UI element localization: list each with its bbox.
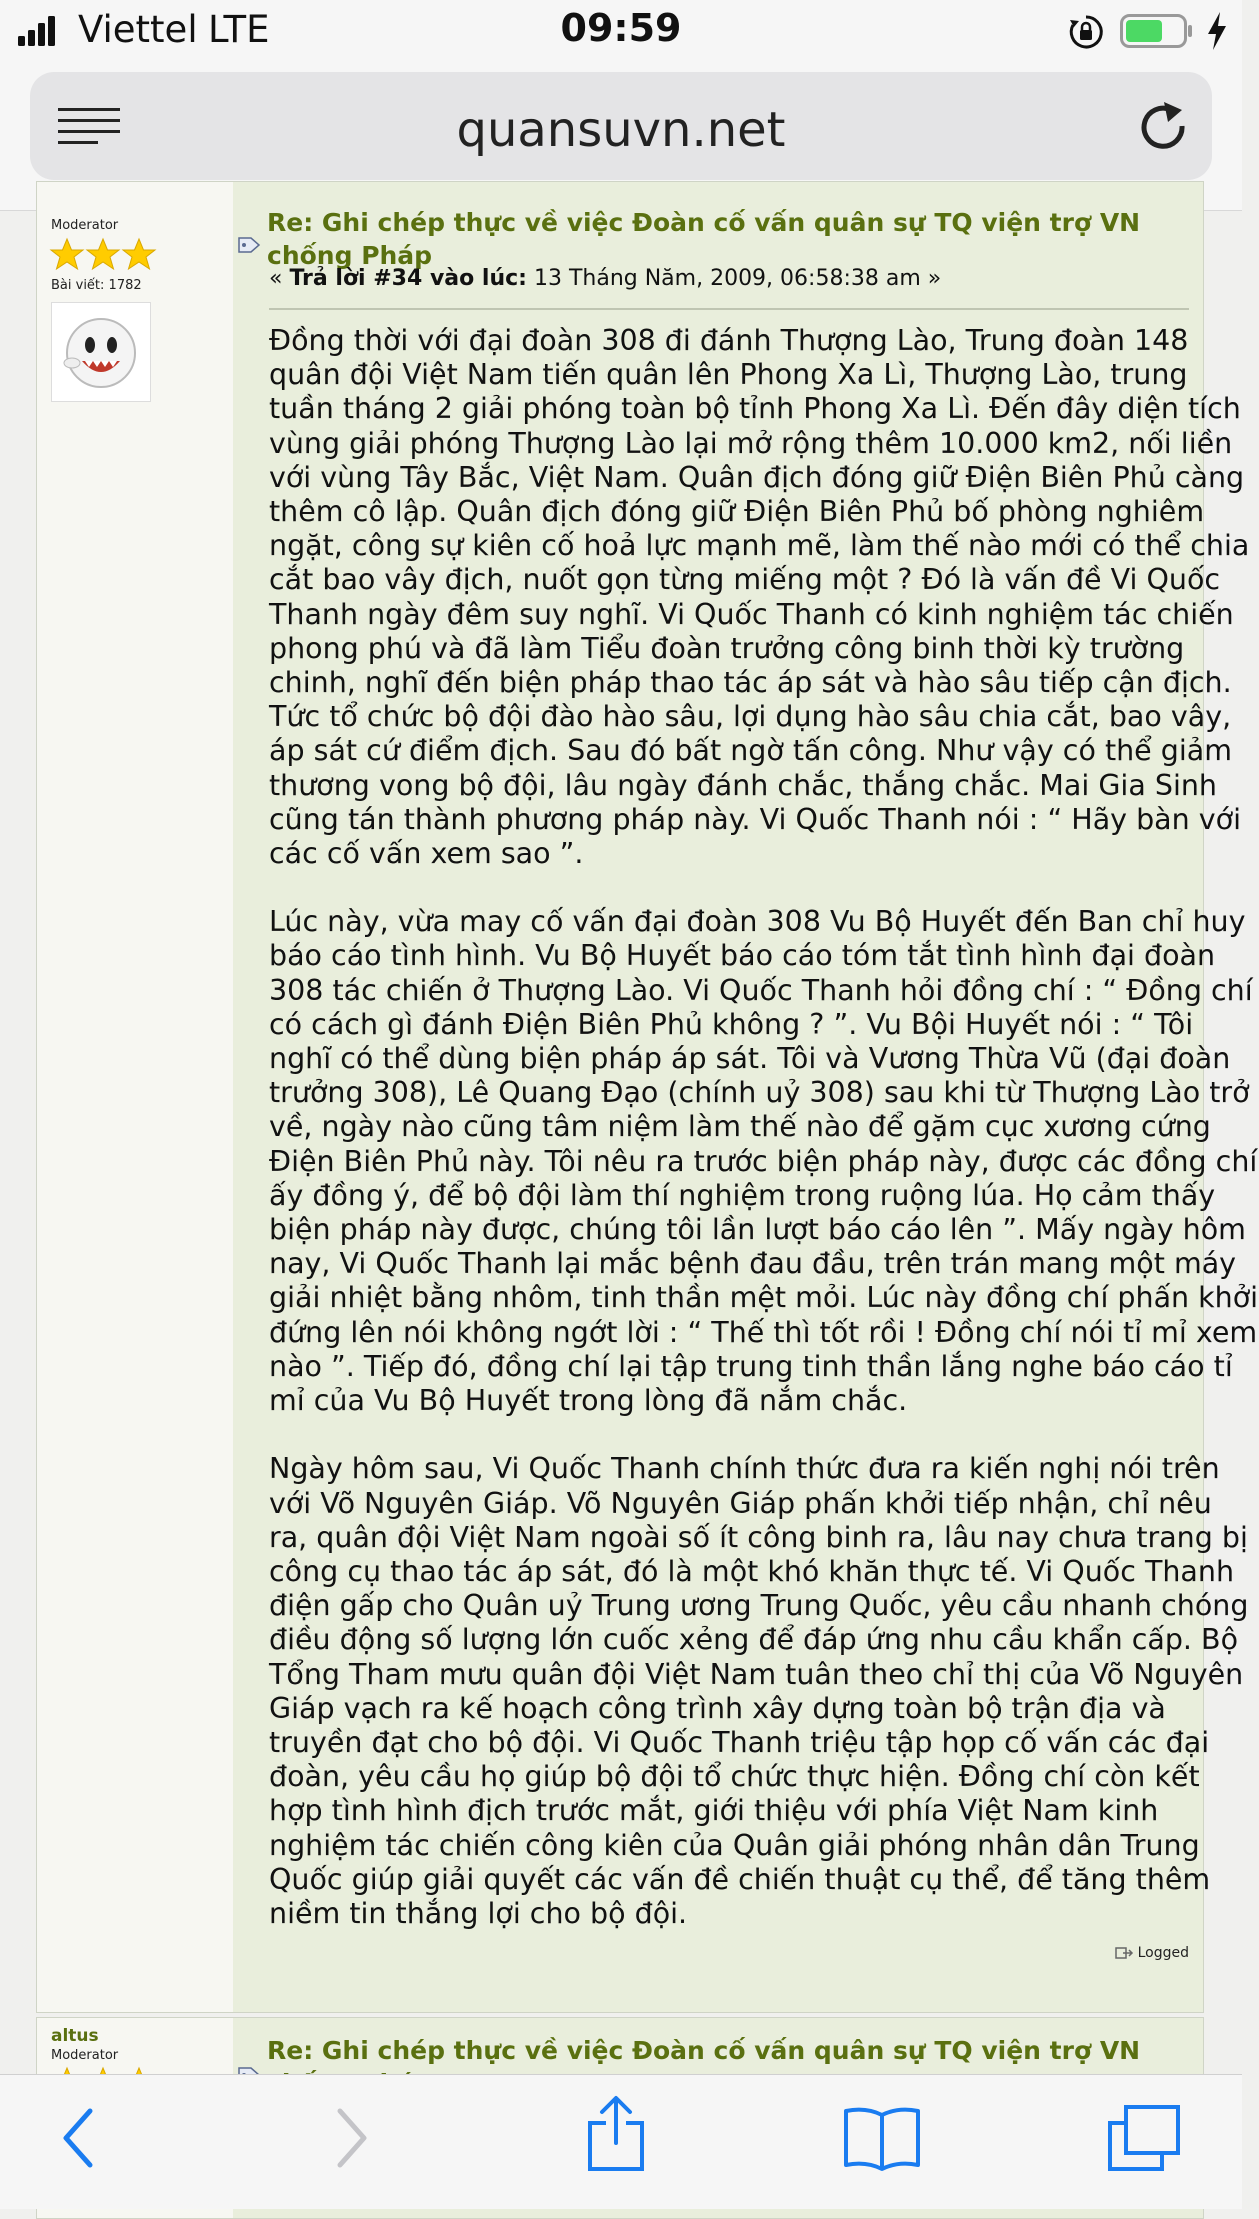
post-title[interactable]: Re: Ghi chép thực về việc Đoàn cố vấn quân sự TQ viện trợ VN chống Pháp xyxy=(267,208,1141,270)
post-meta: « Trả lời #34 vào lúc: 13 Tháng Năm, 2009, 06:58:38 am » xyxy=(269,266,942,291)
back-chevron-icon[interactable] xyxy=(58,2105,98,2171)
user-role: Moderator xyxy=(51,2048,119,2063)
book-icon[interactable] xyxy=(842,2105,922,2171)
carrier-name: Viettel xyxy=(78,8,198,51)
post-text xyxy=(269,324,1259,1965)
user-post-count: Bài viết: 1782 xyxy=(51,278,142,293)
battery-icon xyxy=(1120,14,1194,48)
logged-indicator: Logged xyxy=(1115,1945,1189,1961)
logged-icon xyxy=(1115,1946,1133,1960)
forward-chevron-icon[interactable] xyxy=(332,2105,372,2171)
tabs-icon[interactable] xyxy=(1106,2105,1182,2171)
post-title[interactable]: Re: Ghi chép thực về việc Đoàn cố vấn quân sự TQ viện trợ VN xyxy=(267,2036,1141,2065)
clock: 09:59 xyxy=(560,6,682,50)
divider xyxy=(269,308,1189,310)
charging-bolt-icon xyxy=(1206,12,1228,50)
address-bar[interactable] xyxy=(30,72,1212,180)
network-type: LTE xyxy=(208,8,270,51)
forum-post xyxy=(36,181,1259,2013)
paragraph: Ngày hôm sau, Vi Quốc Thanh chính thức đưa ra kiến nghị nói trên với Võ Nguyên Giáp. Võ Nguyên Giáp phấn khởi tiếp nhận, chỉ nêu ra, quân đội Việt Nam ngoài số ít công binh ra, lâu nay chưa trang bị công cụ thao tác áp sát, đó là một khó khăn thực tế. Vi Quốc Thanh điện gấp cho Quân uỷ Trung ương Trung Quốc, yêu cầu nhanh chóng điều động số lượng lớn cuốc xẻng để đáp ứng nhu cầu khẩn cấp. Bộ Tổng Tham mưu quân đội Việt Nam tuân theo chỉ thị của Võ Nguyên Giáp vạch ra kế hoạch công trình xây dựng toàn bộ trận địa và truyền đạt cho bộ đội. Vi Quốc Thanh triệu tập họp cố vấn các đại đoàn, yêu cầu họ giúp bộ đội tổ chức thực hiện. Đồng chí còn kết hợp tình hình địch trước mắt, giới thiệu với phía Việt Nam kinh nghiệm tác chiến công kiên của Quân giải phóng nhân dân Trung Quốc giúp giải quyết các vấn đề chiến thuật cụ thể, để tăng thêm niềm tin thắng lợi cho bộ đội. xyxy=(269,1452,1249,1930)
paragraph: Đồng thời với đại đoàn 308 đi đánh Thượng Lào, Trung đoàn 148 quân đội Việt Nam tiến quân lên Phong Xa Lì, Thượng Lào, trung tuần tháng 2 giải phóng toàn bộ tỉnh Phong Xa Lì. Đến đây diện tích vùng giải phóng Thượng Lào lại mở rộng thêm 10.000 km2, nối liền với vùng Tây Bắc, Việt Nam. Quân địch đóng giữ Điện Biên Phủ càng thêm cô lập. Quân địch đóng giữ Điện Biên Phủ bố phòng nghiêm ngặt, công sự kiên cố hoả lực mạnh mẽ, làm thế nào mới có thể chia cắt bao vây địch, nuốt gọn từng miếng một ? Đó là vấn đề Vi Quốc Thanh ngày đêm suy nghĩ. Vi Quốc Thanh có kinh nghiệm tác chiến phong phú và đã làm Tiểu đoàn trưởng công binh thời kỳ trường chinh, nghĩ đến biện pháp thao tác áp sát và hào sâu tiếp cận địch. Tức tổ chức bộ đội đào hào sâu, lợi dụng hào sâu chia cắt, bao vây, áp sát cứ điểm địch. Sau đó bất ngờ tấn công. Như vậy có thể giảm thương vong bộ đội, lâu ngày đánh chắc, thắng chắc. Mai Gia Sinh cũng tán thành phương pháp này. Vi Quốc Thanh nói : “ Hãy bàn với các cố vấn xem sao ”. xyxy=(269,324,1250,871)
rotation-lock-icon xyxy=(1068,14,1104,50)
avatar[interactable] xyxy=(51,302,151,402)
post-icon xyxy=(237,234,261,256)
reload-icon[interactable] xyxy=(1138,100,1190,154)
user-name[interactable]: altus xyxy=(51,2026,99,2046)
url-text[interactable]: quansuvn.net xyxy=(456,102,786,158)
user-role: Moderator xyxy=(51,218,119,233)
ghost-avatar-icon xyxy=(52,303,150,401)
share-icon[interactable] xyxy=(584,2095,648,2173)
reply-label[interactable]: Trả lời #34 vào lúc: xyxy=(289,266,527,291)
rank-stars-icon xyxy=(49,237,159,273)
paragraph: Lúc này, vừa may cố vấn đại đoàn 308 Vu Bộ Huyết đến Ban chỉ huy báo cáo tình hình. Vu Bộ Huyết báo cáo tóm tắt tình hình đại đoàn 308 tác chiến ở Thượng Lào. Vi Quốc Thanh hỏi đồng chí : “ Đồng chí có cách gì đánh Điện Biên Phủ không ? ”. Vu Bội Huyết nói : “ Tôi nghĩ có thể dùng biện pháp áp sát. Tôi và Vương Thừa Vũ (đại đoàn trưởng 308), Lê Quang Đạo (chính uỷ 308) sau khi từ Thượng Lào trở về, ngày nào cũng tâm niệm làm thế nào để gặm cục xương cứng Điện Biên Phủ này. Tôi nêu ra trước biện pháp này, được các đồng chí ấy đồng ý, để bộ đội làm thí nghiệm trong ruộng lúa. Họ cảm thấy biện pháp này được, chúng tôi lần lượt báo cáo lên ”. Mấy ngày hôm nay, Vi Quốc Thanh lại mắc bệnh đau đầu, trên trán mang một máy giải nhiệt bằng nhôm, tinh thần mệt mỏi. Lúc này đồng chí phấn khởi đứng lên nói không ngớt lời : “ Thế thì tốt rồi ! Đồng chí nói tỉ mỉ xem nào ”. Tiếp đó, đồng chí lại tập trung tinh thần lắng nghe báo cáo tỉ mỉ của Vu Bộ Huyết trong lòng đã nắm chắc. xyxy=(269,905,1259,1418)
post-date: 13 Tháng Năm, 2009, 06:58:38 am » xyxy=(526,266,942,291)
status-bar xyxy=(0,0,1242,62)
browser-toolbar xyxy=(0,2074,1242,2209)
page-content xyxy=(0,208,1259,2074)
